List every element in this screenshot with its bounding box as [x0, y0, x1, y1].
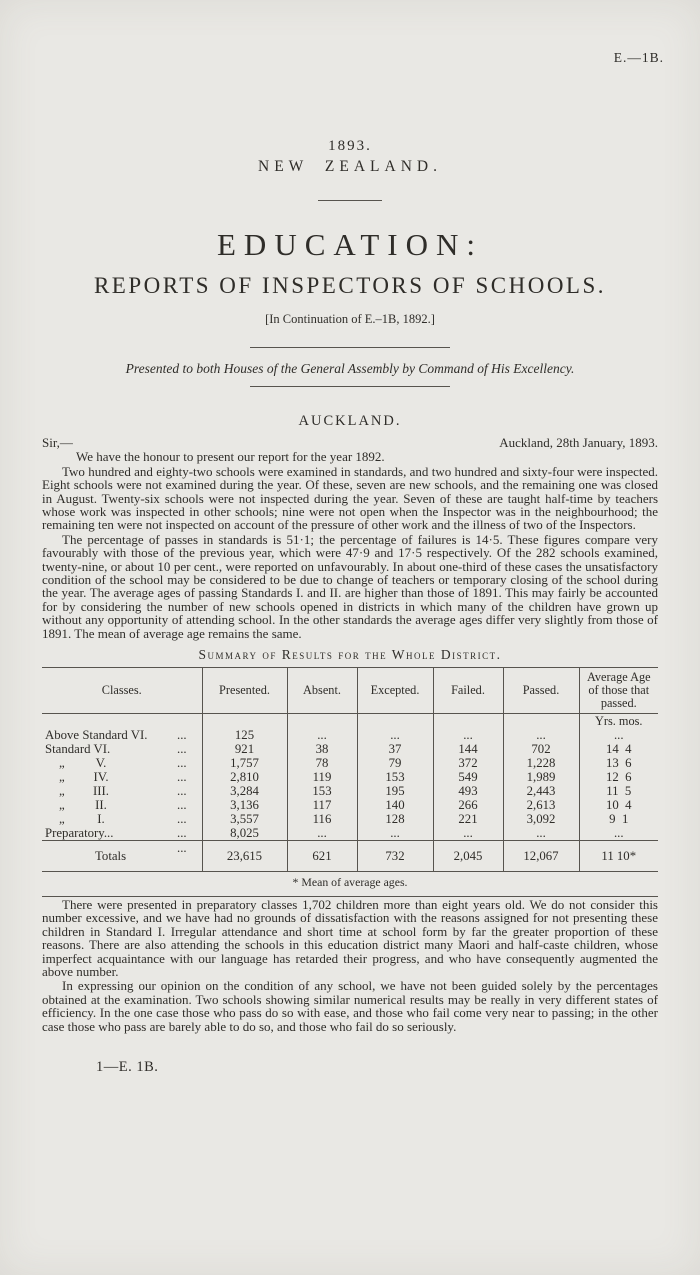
section-heading-auckland: AUCKLAND. — [298, 413, 402, 429]
column-header: Passed. — [503, 667, 579, 713]
table-cell: 1,757 — [202, 756, 287, 770]
table-cell: ... — [433, 826, 503, 841]
table-cell: 23,615 — [202, 840, 287, 871]
table-cell: 153 — [287, 784, 357, 798]
age-unit-row — [42, 713, 658, 728]
table-row — [42, 798, 658, 812]
class-label: II. — [95, 797, 107, 812]
table-cell: 38 — [287, 742, 357, 756]
class-label: III. — [93, 783, 109, 798]
table-cell: 549 — [433, 770, 503, 784]
table-row — [42, 770, 658, 784]
table-cell: 144 — [433, 742, 503, 756]
ditto-mark: „ — [59, 811, 65, 826]
dots-leader: ... — [177, 797, 187, 812]
year-heading: 1893. — [328, 138, 372, 154]
table-cell: 8,025 — [202, 826, 287, 841]
dots-leader: ... — [177, 741, 187, 756]
table-cell: 2,613 — [503, 798, 579, 812]
class-label-cell — [42, 728, 202, 742]
country-heading: NEW ZEALAND. — [258, 158, 442, 175]
table-cell: 921 — [202, 742, 287, 756]
table-cell: 116 — [287, 812, 357, 826]
document-subtitle: REPORTS OF INSPECTORS OF SCHOOLS. — [93, 273, 607, 298]
table-cell: 702 — [503, 742, 579, 756]
table-cell: 11 10* — [579, 840, 658, 871]
class-label-cell — [42, 770, 202, 784]
table-body — [42, 713, 658, 871]
column-header: Absent. — [287, 667, 357, 713]
table-cell: 621 — [287, 840, 357, 871]
table-cell: ... — [287, 826, 357, 841]
table-cell: 128 — [357, 812, 433, 826]
table-cell: 10 4 — [579, 798, 658, 812]
class-label: Preparatory... — [45, 825, 114, 840]
body-paragraph: There were presented in preparatory classes 1,702 children more than eight years old. We do not consider this number excessive, and we have had no grounds of dissatisfaction with the reasons assigned for not presenting these children in Standard I. Irregular attendance and short time at school form by far the greater proportion of these reasons. There are also attending the schools in this education district many Maori and half-caste children, whose imperfect acquaintance with our language has retarded their progress, and who have consequently augmented the above number. — [42, 896, 658, 979]
results-table — [42, 667, 658, 872]
table-cell: 11 5 — [579, 784, 658, 798]
opening-paragraph: We have the honour to present our report for the year 1892. — [76, 449, 385, 465]
totals-row — [42, 840, 658, 871]
table-cell: 13 6 — [579, 756, 658, 770]
table-cell: 78 — [287, 756, 357, 770]
dots-leader: ... — [177, 755, 187, 770]
table-cell: 195 — [357, 784, 433, 798]
class-label: Above Standard VI. — [45, 727, 148, 742]
ditto-mark: „ — [59, 769, 65, 784]
class-label: Standard VI. — [45, 741, 111, 756]
table-cell: 2,810 — [202, 770, 287, 784]
table-cell: 12 6 — [579, 770, 658, 784]
table-row — [42, 742, 658, 756]
class-label-cell — [42, 798, 202, 812]
table-cell: ... — [579, 728, 658, 742]
table-cell — [503, 713, 579, 728]
table-cell — [42, 713, 202, 728]
document-title: EDUCATION: — [217, 227, 483, 262]
dots-leader: ... — [177, 727, 187, 742]
continuation-note: [In Continuation of E.–1B, 1892.] — [265, 312, 435, 326]
paper-reference: E.—1B. — [613, 50, 664, 65]
table-cell: 14 4 — [579, 742, 658, 756]
body-text — [0, 436, 700, 1074]
dots-leader: ... — [177, 840, 187, 855]
page-footer: 1—E. 1B. — [96, 1058, 159, 1075]
dots-leader: ... — [177, 769, 187, 784]
table-cell — [433, 713, 503, 728]
table-cell: 221 — [433, 812, 503, 826]
table-cell: 2,443 — [503, 784, 579, 798]
column-header: Presented. — [202, 667, 287, 713]
class-label-cell — [42, 784, 202, 798]
table-cell: 9 1 — [579, 812, 658, 826]
age-unit: Yrs. mos. — [579, 713, 658, 728]
table-cell: 125 — [202, 728, 287, 742]
class-label-cell — [42, 812, 202, 826]
table-cell: 79 — [357, 756, 433, 770]
table-header-row — [42, 667, 658, 713]
divider — [250, 386, 450, 387]
salutation: Sir,— — [42, 435, 73, 450]
table-cell: 3,136 — [202, 798, 287, 812]
table-cell — [202, 713, 287, 728]
dots-leader: ... — [177, 783, 187, 798]
table-row — [42, 756, 658, 770]
table-cell: 3,284 — [202, 784, 287, 798]
table-cell: ... — [287, 728, 357, 742]
ditto-mark: „ — [59, 797, 65, 812]
class-label: I. — [97, 811, 105, 826]
dateline: Auckland, 28th January, 1893. — [499, 435, 658, 450]
table-cell: 493 — [433, 784, 503, 798]
totals-label-cell — [42, 840, 202, 871]
dots-leader: ... — [177, 825, 187, 840]
table-row — [42, 826, 658, 841]
table-cell: 117 — [287, 798, 357, 812]
table-cell: 37 — [357, 742, 433, 756]
divider — [250, 347, 450, 348]
table-cell: 3,557 — [202, 812, 287, 826]
table-cell — [357, 713, 433, 728]
ditto-mark: „ — [59, 755, 65, 770]
table-cell: ... — [357, 826, 433, 841]
table-footnote: * Mean of average ages. — [292, 874, 408, 889]
table-cell: 1,228 — [503, 756, 579, 770]
table-cell: 266 — [433, 798, 503, 812]
salutation-row — [42, 436, 658, 449]
dots-leader: ... — [177, 811, 187, 826]
column-header: Excepted. — [357, 667, 433, 713]
table-cell: 1,989 — [503, 770, 579, 784]
table-cell: ... — [503, 728, 579, 742]
table-cell: 372 — [433, 756, 503, 770]
column-header: Classes. — [101, 682, 142, 697]
class-label-cell — [42, 756, 202, 770]
table-cell: 732 — [357, 840, 433, 871]
table-caption: Summary of Results for the Whole District. — [198, 647, 502, 663]
body-paragraph: Two hundred and eighty-two schools were examined in standards, and two hundred and sixty-four were inspected. Eight schools were not examined during the year. Of these, seven are new schools, and the remaining one was closed in August. Twenty-six schools were not inspected during the year. Seven of these are taught half-time by teachers whose work was inspected in other schools; nine were not open when the Inspector was in the neighbourhood; the remaining ten were not inspected on account of the pressure of other work and the illness of two of the Inspectors. — [42, 463, 658, 533]
column-header: Failed. — [433, 667, 503, 713]
table-cell: 153 — [357, 770, 433, 784]
class-label-cell — [42, 826, 202, 841]
table-cell: ... — [357, 728, 433, 742]
class-label: IV. — [93, 769, 109, 784]
table-cell: 12,067 — [503, 840, 579, 871]
table-row — [42, 784, 658, 798]
table-cell: 140 — [357, 798, 433, 812]
table-cell — [287, 713, 357, 728]
table-cell: 3,092 — [503, 812, 579, 826]
class-label-cell — [42, 742, 202, 756]
totals-label: Totals — [95, 848, 127, 863]
table-cell: ... — [433, 728, 503, 742]
table-cell: ... — [579, 826, 658, 841]
body-paragraph: In expressing our opinion on the condition of any school, we have not been guided solely by the percentages obtained at the examination. Two schools showing similar numerical results may be really in very different states of efficiency. In the one case those who pass do so with ease, and those who fail come very near to passing; in the other case those who pass are barely able to do so, and those who fail do so seriously. — [42, 978, 658, 1034]
divider — [318, 200, 382, 201]
column-header: Average Age of those that passed. — [579, 667, 658, 713]
presentation-line: Presented to both Houses of the General Assembly by Command of His Excellency. — [125, 361, 575, 376]
table-row — [42, 728, 658, 742]
ditto-mark: „ — [59, 783, 65, 798]
table-cell: ... — [503, 826, 579, 841]
table-cell: 2,045 — [433, 840, 503, 871]
body-paragraph: The percentage of passes in standards is 51·1; the percentage of failures is 14·5. These figures compare very favourably with those of the previous year, which were 47·9 and 17·5 respectively. Of the 282 schools examined, twenty-nine, or about 10 per cent., were reported on unfavourably. In about one-third of these cases the unsatisfactory condition of the school may be considered to be due to change of teachers or temporary closing of the school during the year. The average ages of passing Standards I. and II. are higher than those of 1891. This may fairly be accounted for by considering the number of new schools opened in districts in which many of the children have grown up without any opportunity of attending school. In the other standards the average ages differ very slightly from those of 1891. The mean of average age remains the same. — [42, 531, 658, 641]
table-cell: 119 — [287, 770, 357, 784]
table-row — [42, 812, 658, 826]
class-label: V. — [95, 755, 107, 770]
